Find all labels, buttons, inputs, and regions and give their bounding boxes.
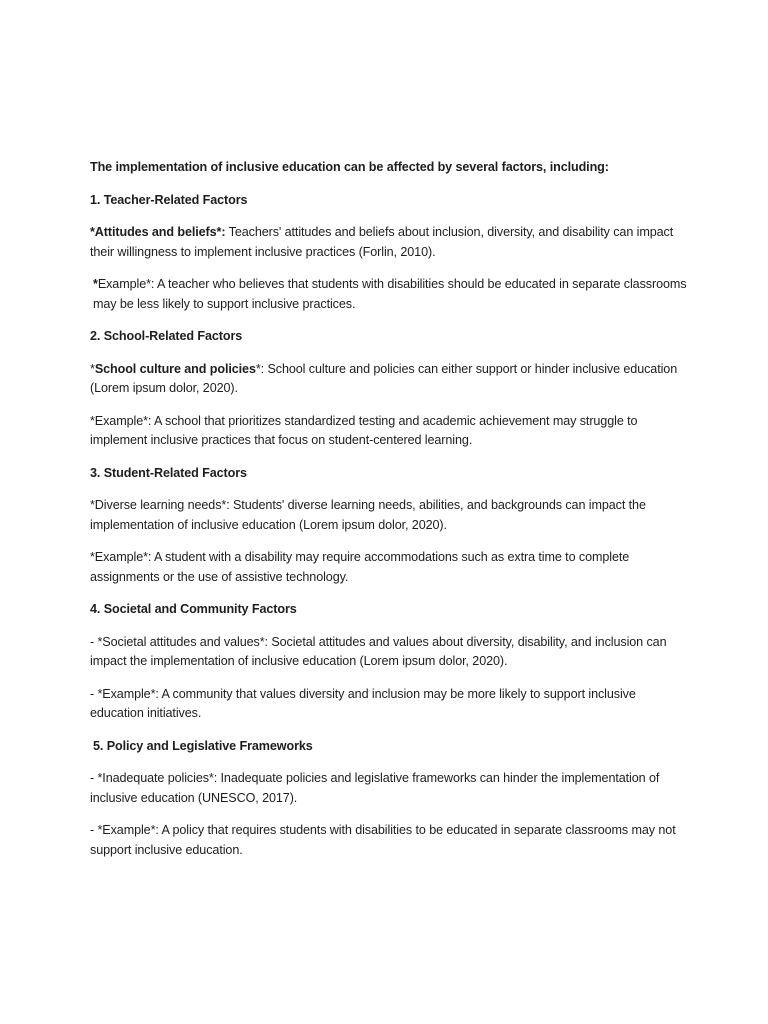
section-5-example-text: - *Example*: A policy that requires students with disabilities to be educated in separate classrooms may not support inclusive education. [90, 823, 676, 857]
section-5-point [90, 769, 688, 808]
intro-text: The implementation of inclusive education can be affected by several factors, including: [90, 160, 609, 174]
section-3-heading: 3. Student-Related Factors [90, 465, 247, 480]
section-4-point [90, 633, 688, 672]
section-4-example-text: - *Example*: A community that values diversity and inclusion may be more likely to support inclusive education initiatives. [90, 686, 636, 720]
section-2-example-text: *Example*: A school that prioritizes standardized testing and academic achievement may struggle to implement inclusive practices that focus on student-centered learning. [90, 413, 638, 447]
section-3-example [90, 548, 688, 587]
section-4-point-text: - *Societal attitudes and values*: Societal attitudes and values about diversity, disability, and inclusion can impact the implementation of inclusive education (Lorem ipsum dolor, 2020). [90, 634, 667, 668]
section-2-point-prefix: * [90, 361, 95, 376]
section-1-point-bold: *Attitudes and beliefs*: [90, 225, 226, 239]
section-2-heading: 2. School-Related Factors [90, 329, 243, 343]
section-3-example-text: *Example*: A student with a disability may require accommodations such as extra time to complete assignments or the use of assistive technology. [90, 550, 630, 584]
section-2-point [90, 360, 688, 399]
section-4-example [90, 685, 688, 724]
section-1-example [90, 275, 688, 314]
section-1-example-text: Example*: A teacher who believes that students with disabilities should be educated in separate classrooms may be less likely to support inclusive practices. [93, 277, 687, 311]
section-1-point [90, 223, 688, 262]
section-3-point-text: *Diverse learning needs*: Students' diverse learning needs, abilities, and backgrounds can impact the implementation of inclusive education (Lorem ipsum dolor, 2020). [90, 498, 646, 532]
section-1-example-bold: * [93, 277, 98, 291]
section-2-point-bold: School culture and policies [94, 361, 256, 376]
section-3-point [90, 496, 688, 535]
section-1-point-text: Teachers' attitudes and beliefs about inclusion, diversity, and disability can impact their willingness to implement inclusive practices (Forlin, 2010). [90, 225, 674, 259]
section-1-heading: 1. Teacher-Related Factors [90, 192, 248, 207]
section-5-heading: 5. Policy and Legislative Frameworks [93, 738, 313, 753]
section-4-heading: 4. Societal and Community Factors [90, 602, 297, 616]
section-2-example [90, 412, 688, 451]
section-2-point-text: *: School culture and policies can either support or hinder inclusive education (Lorem ipsum dolor, 2020). [90, 361, 678, 395]
section-5-point-text: - *Inadequate policies*: Inadequate policies and legislative frameworks can hinder the implementation of inclusive education (UNESCO, 2017). [90, 771, 660, 805]
section-5-example [90, 821, 688, 860]
